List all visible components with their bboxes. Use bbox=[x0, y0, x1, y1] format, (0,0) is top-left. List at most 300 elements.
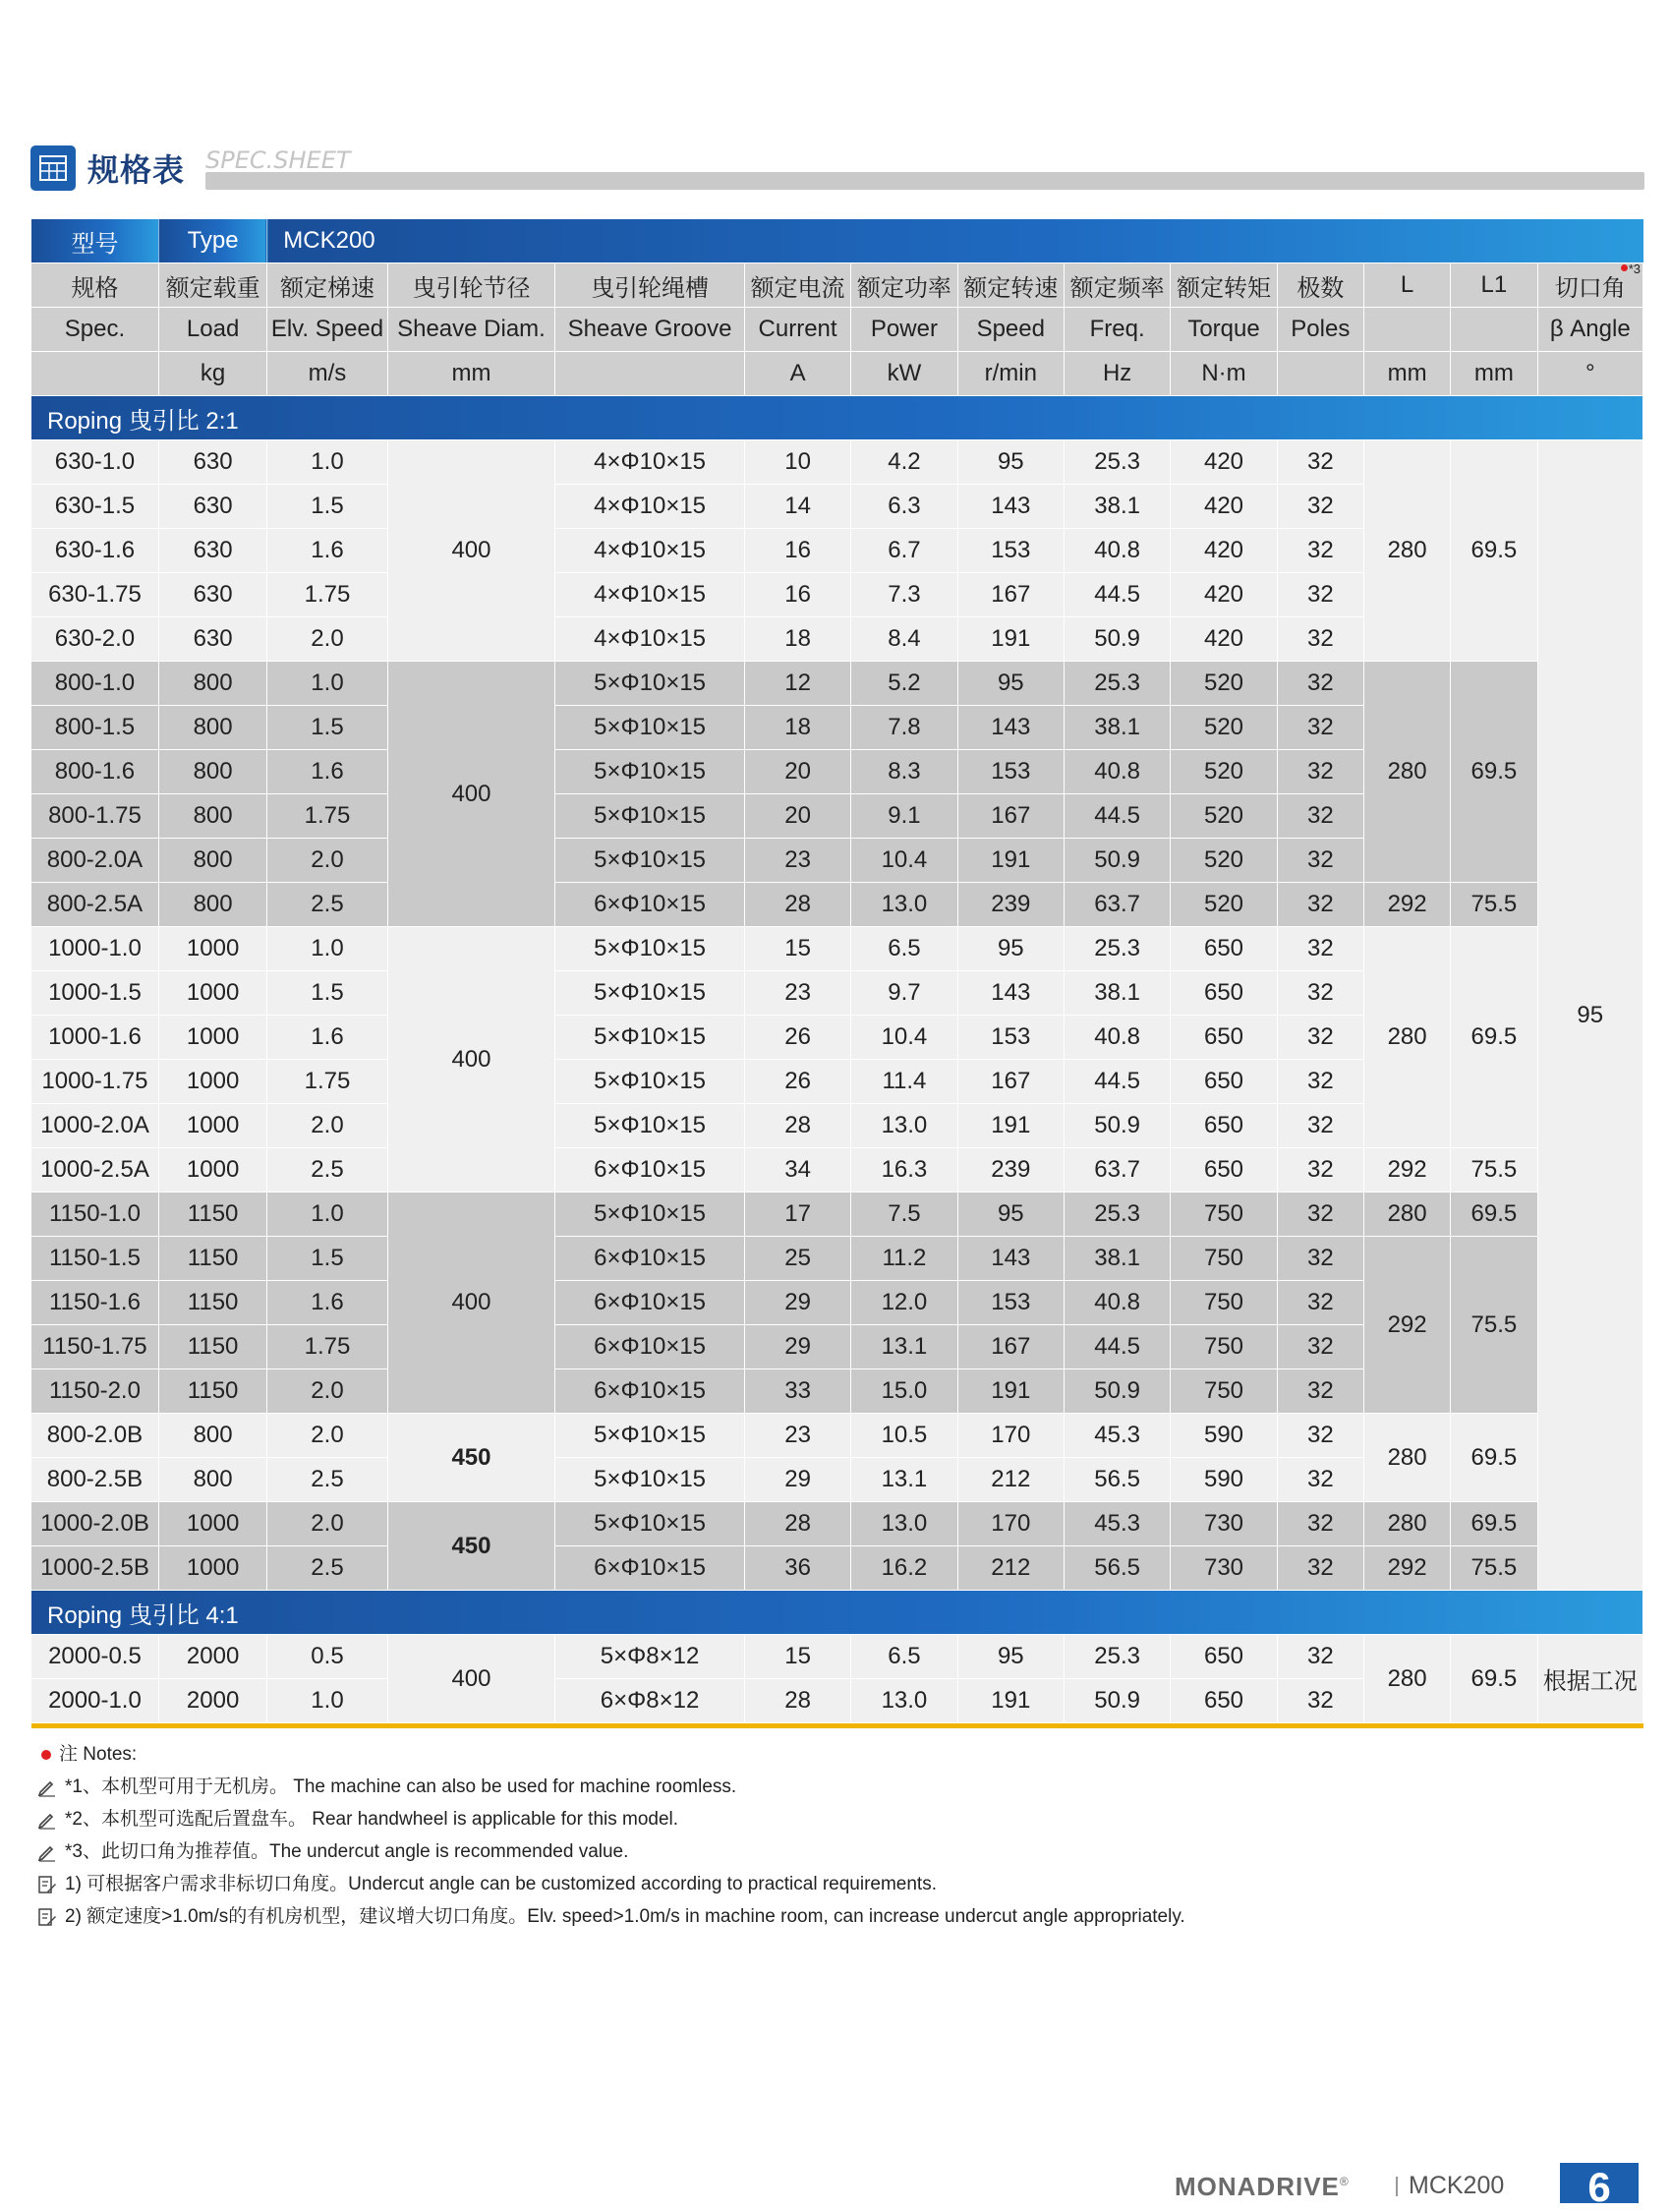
note-text: *3、此切口角为推荐值。The undercut angle is recommended value. bbox=[65, 1841, 629, 1862]
cell-speed: 2.0 bbox=[267, 1502, 387, 1546]
col-l1-en bbox=[1451, 308, 1537, 352]
cell-spec: 800-2.5B bbox=[31, 1458, 158, 1502]
cell-load: 1000 bbox=[158, 1148, 266, 1193]
cell-torque: 650 bbox=[1171, 1104, 1277, 1148]
cell-current: 26 bbox=[744, 1060, 850, 1104]
col-spec-units bbox=[31, 352, 158, 396]
cell-torque: 520 bbox=[1171, 750, 1277, 794]
cell-freq: 45.3 bbox=[1064, 1502, 1170, 1546]
cell-sheave-groove: 4×Φ10×15 bbox=[555, 617, 745, 662]
cell-poles: 32 bbox=[1277, 1237, 1363, 1281]
cell-power: 6.3 bbox=[851, 485, 957, 529]
cell-rpm: 153 bbox=[957, 1281, 1064, 1325]
cell-rpm: 239 bbox=[957, 883, 1064, 927]
cell-sheave-groove: 4×Φ10×15 bbox=[555, 440, 745, 485]
note-item bbox=[37, 1868, 1185, 1900]
col-poles-en: Poles bbox=[1277, 308, 1363, 352]
cell-spec: 800-1.5 bbox=[31, 706, 158, 750]
cell-torque: 520 bbox=[1171, 706, 1277, 750]
cell-power: 16.2 bbox=[851, 1546, 957, 1591]
cell-power: 13.0 bbox=[851, 883, 957, 927]
cell-spec: 630-2.0 bbox=[31, 617, 158, 662]
note-text: 2) 额定速度>1.0m/s的有机房机型，建议增大切口角度。Elv. speed>1.0m/s in machine room, can increase undercut angle appropriately. bbox=[65, 1906, 1185, 1927]
cell-current: 20 bbox=[744, 750, 850, 794]
cell-torque: 750 bbox=[1171, 1281, 1277, 1325]
col-l1-cn: L1 bbox=[1451, 263, 1537, 308]
col-current-units: A bbox=[744, 352, 850, 396]
col-power-en: Power bbox=[851, 308, 957, 352]
section-header bbox=[30, 146, 1644, 193]
cell-sheave-groove: 5×Φ10×15 bbox=[555, 927, 745, 971]
cell-current: 16 bbox=[744, 573, 850, 617]
type-label-cn: 型号 bbox=[31, 219, 158, 263]
col-l-units: mm bbox=[1363, 352, 1450, 396]
cell-spec: 1150-2.0 bbox=[31, 1369, 158, 1414]
note-item bbox=[37, 1771, 1185, 1803]
cell-freq: 25.3 bbox=[1064, 927, 1170, 971]
cell-spec: 1000-2.5B bbox=[31, 1546, 158, 1591]
cell-load: 800 bbox=[158, 839, 266, 883]
note-text: *1、本机型可用于无机房。 The machine can also be used for machine roomless. bbox=[65, 1776, 737, 1797]
cell-torque: 650 bbox=[1171, 1679, 1277, 1723]
cell-freq: 25.3 bbox=[1064, 1193, 1170, 1237]
cell-spec: 800-2.0A bbox=[31, 839, 158, 883]
cell-rpm: 153 bbox=[957, 1016, 1064, 1060]
table-row bbox=[31, 1546, 1643, 1591]
table-row bbox=[31, 1502, 1643, 1546]
cell-spec: 2000-0.5 bbox=[31, 1635, 158, 1679]
cell-spec: 1000-1.75 bbox=[31, 1060, 158, 1104]
cell-freq: 38.1 bbox=[1064, 706, 1170, 750]
cell-current: 23 bbox=[744, 971, 850, 1016]
cell-power: 10.5 bbox=[851, 1414, 957, 1458]
cell-current: 28 bbox=[744, 883, 850, 927]
cell-torque: 590 bbox=[1171, 1458, 1277, 1502]
col-beta-cn bbox=[1537, 263, 1642, 308]
cell-load: 1000 bbox=[158, 1016, 266, 1060]
cell-power: 15.0 bbox=[851, 1369, 957, 1414]
cell-speed: 2.0 bbox=[267, 839, 387, 883]
cell-speed: 1.75 bbox=[267, 573, 387, 617]
cell-l1: 69.5 bbox=[1451, 927, 1537, 1148]
cell-freq: 44.5 bbox=[1064, 794, 1170, 839]
cell-power: 6.5 bbox=[851, 1635, 957, 1679]
cell-power: 12.0 bbox=[851, 1281, 957, 1325]
cell-sheave-groove: 5×Φ10×15 bbox=[555, 794, 745, 839]
cell-load: 800 bbox=[158, 1458, 266, 1502]
page-number: 6 bbox=[1560, 2163, 1639, 2203]
cell-current: 23 bbox=[744, 839, 850, 883]
col-torque-en: Torque bbox=[1171, 308, 1277, 352]
cell-current: 29 bbox=[744, 1325, 850, 1369]
cell-torque: 650 bbox=[1171, 1148, 1277, 1193]
table-row bbox=[31, 440, 1643, 485]
cell-rpm: 143 bbox=[957, 971, 1064, 1016]
cell-sheave-groove: 5×Φ10×15 bbox=[555, 1458, 745, 1502]
cell-freq: 56.5 bbox=[1064, 1458, 1170, 1502]
cell-sheave-groove: 5×Φ8×12 bbox=[555, 1635, 745, 1679]
col-speed-en: Elv. Speed bbox=[267, 308, 387, 352]
cell-sheave-diam: 400 bbox=[387, 1193, 555, 1414]
cell-speed: 1.75 bbox=[267, 794, 387, 839]
cell-torque: 650 bbox=[1171, 1016, 1277, 1060]
section-label: Roping 曳引比 2:1 bbox=[31, 396, 1643, 440]
type-row bbox=[31, 219, 1643, 263]
cell-torque: 520 bbox=[1171, 794, 1277, 839]
cell-torque: 650 bbox=[1171, 971, 1277, 1016]
cell-current: 15 bbox=[744, 927, 850, 971]
cell-poles: 32 bbox=[1277, 1060, 1363, 1104]
cell-power: 13.0 bbox=[851, 1502, 957, 1546]
cell-speed: 1.0 bbox=[267, 1193, 387, 1237]
notes bbox=[37, 1738, 1185, 1933]
col-spec-cn: 规格 bbox=[31, 263, 158, 308]
cell-rpm: 170 bbox=[957, 1414, 1064, 1458]
header-bar bbox=[205, 172, 1644, 190]
note-text: 1) 可根据客户需求非标切口角度。Undercut angle can be customized according to practical requirements. bbox=[65, 1874, 937, 1894]
cell-sheave-diam: 400 bbox=[387, 927, 555, 1193]
cell-speed: 1.0 bbox=[267, 440, 387, 485]
cell-load: 630 bbox=[158, 529, 266, 573]
cell-current: 29 bbox=[744, 1281, 850, 1325]
table-row bbox=[31, 662, 1643, 706]
cell-current: 28 bbox=[744, 1104, 850, 1148]
col-rpm-units: r/min bbox=[957, 352, 1064, 396]
cell-current: 10 bbox=[744, 440, 850, 485]
cell-load: 1000 bbox=[158, 927, 266, 971]
cell-sheave-groove: 4×Φ10×15 bbox=[555, 485, 745, 529]
cell-freq: 38.1 bbox=[1064, 1237, 1170, 1281]
cell-torque: 420 bbox=[1171, 485, 1277, 529]
cell-rpm: 191 bbox=[957, 839, 1064, 883]
cell-speed: 2.5 bbox=[267, 1546, 387, 1591]
col-current-en: Current bbox=[744, 308, 850, 352]
cell-rpm: 95 bbox=[957, 440, 1064, 485]
col-power-cn: 额定功率 bbox=[851, 263, 957, 308]
header-row-units bbox=[31, 352, 1643, 396]
cell-poles: 32 bbox=[1277, 1502, 1363, 1546]
pencil-icon bbox=[37, 1777, 57, 1797]
cell-freq: 44.5 bbox=[1064, 573, 1170, 617]
page-title: 规格表 bbox=[87, 151, 186, 189]
beta-header-label: 切口角 bbox=[1554, 274, 1626, 302]
col-poles-units bbox=[1277, 352, 1363, 396]
cell-poles: 32 bbox=[1277, 1193, 1363, 1237]
cell-freq: 40.8 bbox=[1064, 750, 1170, 794]
cell-l: 280 bbox=[1363, 662, 1450, 883]
cell-speed: 2.0 bbox=[267, 617, 387, 662]
cell-sheave-groove: 5×Φ10×15 bbox=[555, 750, 745, 794]
cell-current: 29 bbox=[744, 1458, 850, 1502]
cell-power: 9.7 bbox=[851, 971, 957, 1016]
cell-sheave-groove: 6×Φ8×12 bbox=[555, 1679, 745, 1723]
table-row bbox=[31, 927, 1643, 971]
cell-sheave-groove: 5×Φ10×15 bbox=[555, 1104, 745, 1148]
cell-torque: 420 bbox=[1171, 529, 1277, 573]
cell-sheave-groove: 4×Φ10×15 bbox=[555, 529, 745, 573]
footer-model: MCK200 bbox=[1409, 2172, 1505, 2199]
cell-speed: 1.6 bbox=[267, 750, 387, 794]
type-label-en: Type bbox=[158, 219, 266, 263]
table-row bbox=[31, 1635, 1643, 1679]
col-torque-cn: 额定转矩 bbox=[1171, 263, 1277, 308]
cell-sheave-groove: 4×Φ10×15 bbox=[555, 573, 745, 617]
note-text: *2、本机型可选配后置盘车。 Rear handwheel is applicable for this model. bbox=[65, 1809, 679, 1830]
bullet-icon bbox=[41, 1750, 51, 1760]
memo-icon bbox=[37, 1875, 57, 1894]
cell-rpm: 153 bbox=[957, 529, 1064, 573]
cell-l1: 69.5 bbox=[1451, 1193, 1537, 1237]
cell-rpm: 191 bbox=[957, 1104, 1064, 1148]
model-name: MCK200 bbox=[267, 219, 1643, 263]
cell-rpm: 167 bbox=[957, 1060, 1064, 1104]
col-freq-units: Hz bbox=[1064, 352, 1170, 396]
cell-spec: 630-1.6 bbox=[31, 529, 158, 573]
cell-rpm: 143 bbox=[957, 1237, 1064, 1281]
cell-load: 630 bbox=[158, 573, 266, 617]
cell-freq: 40.8 bbox=[1064, 1016, 1170, 1060]
cell-torque: 730 bbox=[1171, 1546, 1277, 1591]
cell-torque: 420 bbox=[1171, 440, 1277, 485]
cell-poles: 32 bbox=[1277, 1148, 1363, 1193]
header-row-cn bbox=[31, 263, 1643, 308]
cell-load: 2000 bbox=[158, 1635, 266, 1679]
cell-poles: 32 bbox=[1277, 529, 1363, 573]
col-spec-en: Spec. bbox=[31, 308, 158, 352]
cell-load: 800 bbox=[158, 750, 266, 794]
cell-current: 34 bbox=[744, 1148, 850, 1193]
cell-speed: 1.5 bbox=[267, 971, 387, 1016]
cell-sheave-groove: 5×Φ10×15 bbox=[555, 1016, 745, 1060]
cell-load: 1000 bbox=[158, 971, 266, 1016]
cell-load: 1150 bbox=[158, 1281, 266, 1325]
cell-spec: 2000-1.0 bbox=[31, 1679, 158, 1723]
cell-sheave-diam: 450 bbox=[387, 1414, 555, 1502]
cell-speed: 2.5 bbox=[267, 883, 387, 927]
cell-sheave-groove: 6×Φ10×15 bbox=[555, 1546, 745, 1591]
cell-freq: 63.7 bbox=[1064, 1148, 1170, 1193]
cell-torque: 420 bbox=[1171, 617, 1277, 662]
cell-sheave-groove: 6×Φ10×15 bbox=[555, 1325, 745, 1369]
table-bottom-rule bbox=[31, 1723, 1643, 1728]
cell-spec: 1000-2.0A bbox=[31, 1104, 158, 1148]
cell-poles: 32 bbox=[1277, 440, 1363, 485]
col-freq-cn: 额定频率 bbox=[1064, 263, 1170, 308]
cell-poles: 32 bbox=[1277, 794, 1363, 839]
cell-freq: 38.1 bbox=[1064, 485, 1170, 529]
cell-current: 36 bbox=[744, 1546, 850, 1591]
pencil-icon bbox=[37, 1810, 57, 1830]
cell-sheave-groove: 6×Φ10×15 bbox=[555, 883, 745, 927]
cell-power: 6.5 bbox=[851, 927, 957, 971]
note-item bbox=[37, 1803, 1185, 1835]
cell-torque: 420 bbox=[1171, 573, 1277, 617]
cell-load: 800 bbox=[158, 883, 266, 927]
notes-title: 注 Notes: bbox=[59, 1744, 138, 1765]
cell-freq: 50.9 bbox=[1064, 1679, 1170, 1723]
cell-spec: 1000-2.0B bbox=[31, 1502, 158, 1546]
cell-l: 280 bbox=[1363, 1414, 1450, 1502]
cell-sheave-groove: 5×Φ10×15 bbox=[555, 1193, 745, 1237]
cell-rpm: 95 bbox=[957, 1635, 1064, 1679]
cell-speed: 1.5 bbox=[267, 706, 387, 750]
cell-speed: 2.0 bbox=[267, 1414, 387, 1458]
cell-l: 292 bbox=[1363, 1148, 1450, 1193]
cell-current: 20 bbox=[744, 794, 850, 839]
table-row bbox=[31, 1148, 1643, 1193]
cell-l: 280 bbox=[1363, 1635, 1450, 1723]
cell-l1: 75.5 bbox=[1451, 1237, 1537, 1414]
cell-spec: 800-2.5A bbox=[31, 883, 158, 927]
cell-poles: 32 bbox=[1277, 1281, 1363, 1325]
cell-poles: 32 bbox=[1277, 971, 1363, 1016]
cell-l: 292 bbox=[1363, 1546, 1450, 1591]
cell-l: 280 bbox=[1363, 1502, 1450, 1546]
cell-torque: 590 bbox=[1171, 1414, 1277, 1458]
cell-rpm: 239 bbox=[957, 1148, 1064, 1193]
cell-freq: 50.9 bbox=[1064, 839, 1170, 883]
cell-freq: 44.5 bbox=[1064, 1060, 1170, 1104]
cell-spec: 1000-1.6 bbox=[31, 1016, 158, 1060]
footer-divider bbox=[1396, 2177, 1398, 2196]
cell-sheave-groove: 6×Φ10×15 bbox=[555, 1369, 745, 1414]
cell-rpm: 143 bbox=[957, 485, 1064, 529]
cell-freq: 40.8 bbox=[1064, 529, 1170, 573]
cell-current: 14 bbox=[744, 485, 850, 529]
col-sheave-groove-units bbox=[555, 352, 745, 396]
col-rpm-en: Speed bbox=[957, 308, 1064, 352]
cell-l1: 69.5 bbox=[1451, 1635, 1537, 1723]
cell-spec: 800-1.0 bbox=[31, 662, 158, 706]
cell-poles: 32 bbox=[1277, 1546, 1363, 1591]
cell-l1: 75.5 bbox=[1451, 1148, 1537, 1193]
cell-poles: 32 bbox=[1277, 1414, 1363, 1458]
cell-torque: 650 bbox=[1171, 1635, 1277, 1679]
cell-poles: 32 bbox=[1277, 1679, 1363, 1723]
cell-spec: 800-1.75 bbox=[31, 794, 158, 839]
cell-spec: 1000-1.5 bbox=[31, 971, 158, 1016]
cell-load: 1150 bbox=[158, 1193, 266, 1237]
cell-spec: 800-1.6 bbox=[31, 750, 158, 794]
table-icon bbox=[30, 146, 76, 191]
col-freq-en: Freq. bbox=[1064, 308, 1170, 352]
col-speed-units: m/s bbox=[267, 352, 387, 396]
cell-l1: 75.5 bbox=[1451, 883, 1537, 927]
cell-power: 7.8 bbox=[851, 706, 957, 750]
pencil-icon bbox=[37, 1842, 57, 1862]
cell-poles: 32 bbox=[1277, 883, 1363, 927]
cell-load: 1000 bbox=[158, 1502, 266, 1546]
col-l-cn: L bbox=[1363, 263, 1450, 308]
cell-rpm: 95 bbox=[957, 1193, 1064, 1237]
cell-spec: 630-1.5 bbox=[31, 485, 158, 529]
cell-power: 13.0 bbox=[851, 1104, 957, 1148]
cell-sheave-groove: 5×Φ10×15 bbox=[555, 971, 745, 1016]
cell-load: 630 bbox=[158, 485, 266, 529]
cell-rpm: 191 bbox=[957, 617, 1064, 662]
cell-power: 8.3 bbox=[851, 750, 957, 794]
cell-poles: 32 bbox=[1277, 1325, 1363, 1369]
footnote-marker: *3 bbox=[1621, 263, 1641, 277]
cell-sheave-groove: 5×Φ10×15 bbox=[555, 1060, 745, 1104]
cell-l: 280 bbox=[1363, 440, 1450, 662]
spec-table bbox=[31, 219, 1643, 1723]
cell-current: 28 bbox=[744, 1679, 850, 1723]
cell-torque: 650 bbox=[1171, 927, 1277, 971]
cell-torque: 750 bbox=[1171, 1369, 1277, 1414]
col-l1-units: mm bbox=[1451, 352, 1537, 396]
cell-power: 6.7 bbox=[851, 529, 957, 573]
cell-speed: 2.0 bbox=[267, 1104, 387, 1148]
cell-power: 9.1 bbox=[851, 794, 957, 839]
cell-l: 280 bbox=[1363, 927, 1450, 1148]
cell-l1: 69.5 bbox=[1451, 440, 1537, 662]
col-sheave-groove-cn: 曳引轮绳槽 bbox=[555, 263, 745, 308]
cell-freq: 50.9 bbox=[1064, 617, 1170, 662]
cell-l1: 69.5 bbox=[1451, 1502, 1537, 1546]
cell-freq: 63.7 bbox=[1064, 883, 1170, 927]
cell-rpm: 95 bbox=[957, 662, 1064, 706]
cell-power: 7.3 bbox=[851, 573, 957, 617]
cell-power: 13.0 bbox=[851, 1679, 957, 1723]
cell-sheave-groove: 6×Φ10×15 bbox=[555, 1237, 745, 1281]
table-row bbox=[31, 1237, 1643, 1281]
cell-rpm: 167 bbox=[957, 1325, 1064, 1369]
cell-sheave-groove: 5×Φ10×15 bbox=[555, 1502, 745, 1546]
cell-speed: 2.5 bbox=[267, 1148, 387, 1193]
cell-spec: 1000-2.5A bbox=[31, 1148, 158, 1193]
col-speed-cn: 额定梯速 bbox=[267, 263, 387, 308]
cell-rpm: 191 bbox=[957, 1679, 1064, 1723]
note-item bbox=[37, 1835, 1185, 1868]
cell-current: 16 bbox=[744, 529, 850, 573]
cell-load: 800 bbox=[158, 794, 266, 839]
brand-logo bbox=[1175, 2172, 1350, 2202]
note-item bbox=[37, 1900, 1185, 1933]
cell-power: 16.3 bbox=[851, 1148, 957, 1193]
cell-poles: 32 bbox=[1277, 1104, 1363, 1148]
cell-spec: 1150-1.0 bbox=[31, 1193, 158, 1237]
cell-load: 1000 bbox=[158, 1546, 266, 1591]
cell-current: 12 bbox=[744, 662, 850, 706]
cell-speed: 1.6 bbox=[267, 1281, 387, 1325]
cell-rpm: 212 bbox=[957, 1458, 1064, 1502]
notes-title-line bbox=[37, 1738, 1185, 1771]
cell-rpm: 153 bbox=[957, 750, 1064, 794]
cell-load: 800 bbox=[158, 662, 266, 706]
cell-sheave-groove: 6×Φ10×15 bbox=[555, 1281, 745, 1325]
cell-speed: 2.0 bbox=[267, 1369, 387, 1414]
cell-power: 13.1 bbox=[851, 1325, 957, 1369]
cell-rpm: 212 bbox=[957, 1546, 1064, 1591]
cell-torque: 730 bbox=[1171, 1502, 1277, 1546]
cell-power: 7.5 bbox=[851, 1193, 957, 1237]
memo-icon bbox=[37, 1907, 57, 1927]
col-torque-units: N·m bbox=[1171, 352, 1277, 396]
cell-freq: 56.5 bbox=[1064, 1546, 1170, 1591]
cell-power: 13.1 bbox=[851, 1458, 957, 1502]
cell-torque: 750 bbox=[1171, 1237, 1277, 1281]
col-poles-cn: 极数 bbox=[1277, 263, 1363, 308]
cell-current: 18 bbox=[744, 706, 850, 750]
cell-poles: 32 bbox=[1277, 1369, 1363, 1414]
col-sheave-diam-en: Sheave Diam. bbox=[387, 308, 555, 352]
cell-sheave-diam: 400 bbox=[387, 1635, 555, 1723]
cell-current: 18 bbox=[744, 617, 850, 662]
cell-freq: 40.8 bbox=[1064, 1281, 1170, 1325]
col-load-cn: 额定载重 bbox=[158, 263, 266, 308]
cell-poles: 32 bbox=[1277, 573, 1363, 617]
